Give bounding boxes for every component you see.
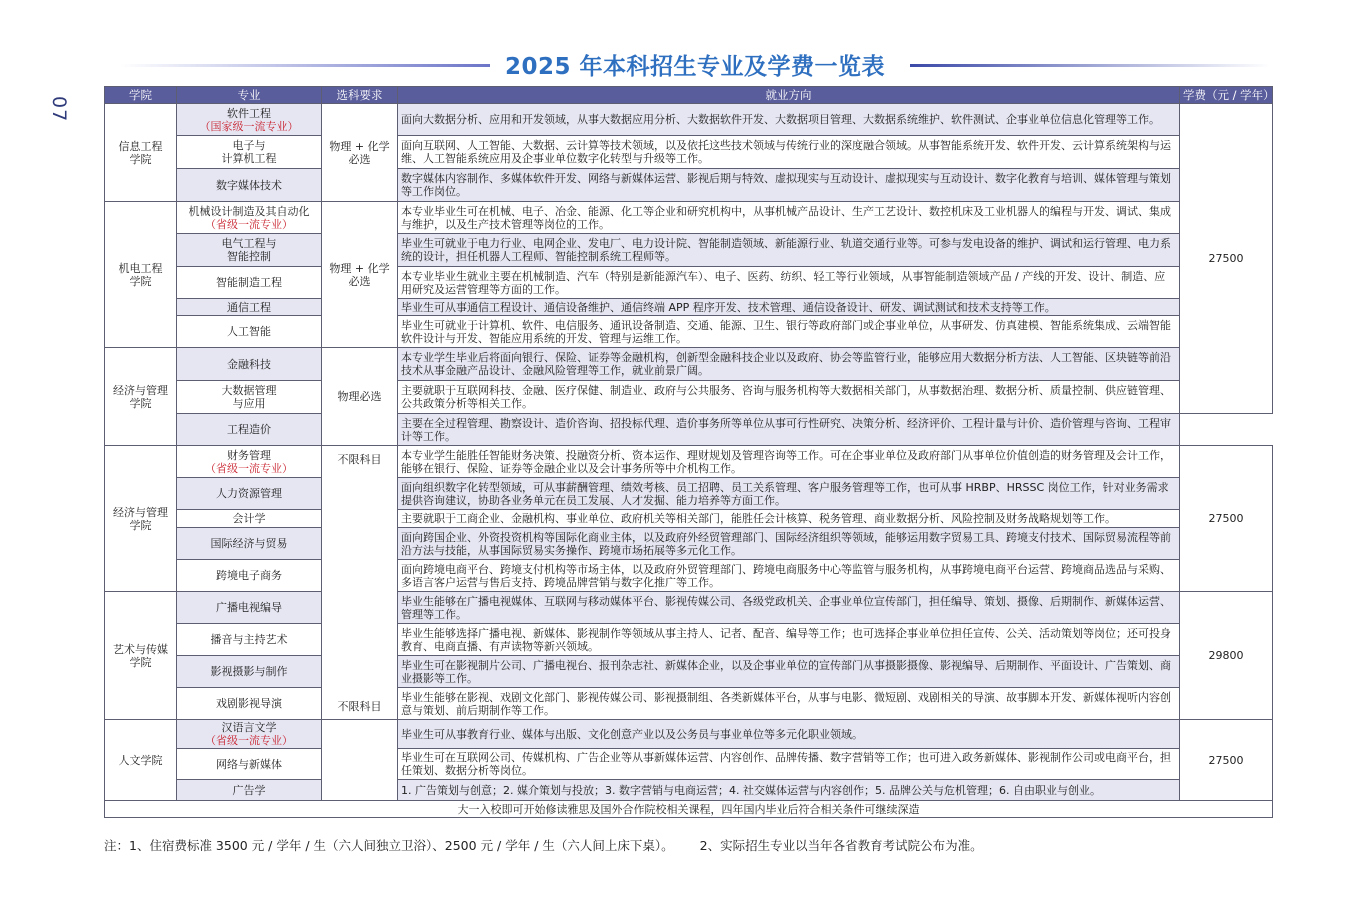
major-cell: 人力资源管理 bbox=[177, 478, 322, 510]
fee-cell: 27500 bbox=[1180, 104, 1273, 414]
major-cell: 广播电视编导 bbox=[177, 592, 322, 624]
employment-cell: 毕业生可从事教育行业、媒体与出版、文化创意产业以及公务员与事业单位等多元化职业领域。 bbox=[398, 720, 1180, 749]
major-cell: 会计学 bbox=[177, 510, 322, 528]
table-header-row bbox=[105, 87, 1273, 104]
major-cell: 大数据管理 与应用 bbox=[177, 381, 322, 414]
table-footer-row bbox=[105, 801, 1273, 818]
employment-cell: 数字媒体内容制作、多媒体软件开发、网络与新媒体运营、影视后期与特效、虚拟现实与互动设计、虚拟现实与互动设计、数字化教育与培训、媒体管理与策划等工作岗位。 bbox=[398, 169, 1180, 202]
table-row bbox=[105, 560, 1273, 592]
table-row bbox=[105, 381, 1273, 414]
major-cell: 电气工程与 智能控制 bbox=[177, 234, 322, 267]
college-cell: 经济与管理 学院 bbox=[105, 348, 177, 446]
table-row bbox=[105, 656, 1273, 688]
major-cell: 数字媒体技术 bbox=[177, 169, 322, 202]
table-row bbox=[105, 136, 1273, 169]
employment-cell: 本专业学生能胜任智能财务决策、投融资分析、资本运作、理财规划及管理咨询等工作。可在企事业单位及政府部门从事单位价值创造的财务管理及会计工作，能够在银行、保险、证券等金融企业以及会计事务所等中介机构工作。 bbox=[398, 446, 1180, 478]
fee-cell: 29800 bbox=[1180, 592, 1273, 720]
employment-cell: 面向大数据分析、应用和开发领域，从事大数据应用分析、大数据软件开发、大数据项目管理、大数据系统维护、软件测试、企事业单位信息化管理等工作。 bbox=[398, 104, 1180, 136]
footer-cell: 大一入校即可开始修读雅思及国外合作院校相关课程，四年国内毕业后符合相关条件可继续深造 bbox=[105, 801, 1273, 818]
tuition-table bbox=[104, 86, 1273, 818]
college-cell: 艺术与传媒 学院 bbox=[105, 592, 177, 720]
employment-cell: 毕业生可就业于计算机、软件、电信服务、通讯设备制造、交通、能源、卫生、银行等政府部门或企事业单位，从事研发、仿真建模、智能系统集成、云端智能软件设计与开发、智能应用系统的开发、管理与运维工作。 bbox=[398, 316, 1180, 348]
table-row bbox=[105, 267, 1273, 299]
table-row bbox=[105, 688, 1273, 720]
college-cell: 信息工程 学院 bbox=[105, 104, 177, 202]
major-cell: 财务管理 （省级一流专业） bbox=[177, 446, 322, 478]
page-number: 07 bbox=[48, 96, 70, 123]
major-cell: 影视摄影与制作 bbox=[177, 656, 322, 688]
major-cell: 智能制造工程 bbox=[177, 267, 322, 299]
table-row bbox=[105, 510, 1273, 528]
employment-cell: 毕业生可在影视制片公司、广播电视台、报刊杂志社、新媒体企业，以及企事业单位的宣传部门从事摄影摄像、影视编导、后期制作、平面设计、广告策划、商业摄影等工作。 bbox=[398, 656, 1180, 688]
table-row bbox=[105, 592, 1273, 624]
header-requirement: 选科要求 bbox=[322, 87, 398, 104]
major-cell: 广告学 bbox=[177, 780, 322, 801]
note-1: 注：1、住宿费标准 3500 元 / 学年 / 生（六人间独立卫浴）、2500 元 / 学年 / 生（六人间上床下桌）。 bbox=[104, 838, 674, 853]
employment-cell: 本专业毕业生可在机械、电子、冶金、能源、化工等企业和研究机构中，从事机械产品设计、生产工艺设计、数控机床及工业机器人的编程与开发、调试、集成与维护，以及生产技术管理等岗位的工作。 bbox=[398, 202, 1180, 234]
table-row bbox=[105, 749, 1273, 780]
table-row bbox=[105, 414, 1273, 446]
employment-cell: 毕业生可就业于电力行业、电网企业、发电厂、电力设计院、智能制造领域、新能源行业、轨道交通行业等。可参与发电设备的维护、调试和运行管理、电力系统的设计，担任机器人工程师、智能控制系统工程师等。 bbox=[398, 234, 1180, 267]
major-cell: 机械设计制造及其自动化 （省级一流专业） bbox=[177, 202, 322, 234]
table-row bbox=[105, 446, 1273, 478]
employment-cell: 主要就职于互联网科技、金融、医疗保健、制造业、政府与公共服务、咨询与服务机构等大数据相关部门，从事数据治理、数据分析、质量控制、供应链管理、公共政策分析等相关工作。 bbox=[398, 381, 1180, 414]
table-row bbox=[105, 780, 1273, 801]
employment-cell: 本专业学生毕业后将面向银行、保险、证券等金融机构，创新型金融科技企业以及政府、协会等监管行业，能够应用大数据分析方法、人工智能、区块链等前沿技术从事金融产品设计、金融风险管理等工作，就业前景广阔。 bbox=[398, 348, 1180, 381]
major-cell: 金融科技 bbox=[177, 348, 322, 381]
employment-cell: 主要在全过程管理、勘察设计、造价咨询、招投标代理、造价事务所等单位从事可行性研究、决策分析、经济评价、工程计量与计价、造价管理与咨询、工程审计等工作。 bbox=[398, 414, 1180, 446]
header-fee: 学费（元 / 学年） bbox=[1180, 87, 1273, 104]
table-row bbox=[105, 202, 1273, 234]
major-cell: 工程造价 bbox=[177, 414, 322, 446]
college-cell: 人文学院 bbox=[105, 720, 177, 801]
title-bar bbox=[120, 48, 1270, 82]
major-cell: 人工智能 bbox=[177, 316, 322, 348]
employment-cell: 面向跨国企业、外资投资机构等国际化商业主体，以及政府外经贸管理部门、国际经济组织等领域，能够运用数字贸易工具、跨境支付技术、国际贸易流程等前沿方法与技能，从事国际贸易实务操作、跨境市场拓展等多元化工作。 bbox=[398, 528, 1180, 560]
employment-cell: 1. 广告策划与创意；2. 媒介策划与投放；3. 数字营销与电商运营；4. 社交媒体运营与内容创作；5. 品牌公关与危机管理；6. 自由职业与创业。 bbox=[398, 780, 1180, 801]
table-row bbox=[105, 720, 1273, 749]
fee-cell: 27500 bbox=[1180, 720, 1273, 801]
table-row bbox=[105, 624, 1273, 656]
college-cell: 机电工程 学院 bbox=[105, 202, 177, 348]
major-cell: 汉语言文学 （省级一流专业） bbox=[177, 720, 322, 749]
employment-cell: 面向组织数字化转型领域，可从事薪酬管理、绩效考核、员工招聘、员工关系管理、客户服务管理等工作，也可从事 HRBP、HRSSC 岗位工作，针对业务需求提供咨询建议，协助各业务单元在员工发展、人才发掘、能力培养等方面工作。 bbox=[398, 478, 1180, 510]
major-cell: 戏剧影视导演 bbox=[177, 688, 322, 720]
table-row bbox=[105, 104, 1273, 136]
table-row bbox=[105, 478, 1273, 510]
requirement-cell-empty bbox=[322, 720, 398, 801]
table-row bbox=[105, 316, 1273, 348]
header-employment: 就业方向 bbox=[398, 87, 1180, 104]
notes bbox=[104, 836, 1005, 854]
employment-cell: 毕业生能够选择广播电视、新媒体、影视制作等领域从事主持人、记者、配音、编导等工作；也可选择企事业单位担任宣传、公关、活动策划等岗位；还可投身教育、电商直播、有声读物等新兴领域。 bbox=[398, 624, 1180, 656]
major-cell: 跨境电子商务 bbox=[177, 560, 322, 592]
requirement-cell: 物理必选 bbox=[322, 348, 398, 446]
requirement-cell: 不限科目 不限科目 bbox=[322, 446, 398, 720]
employment-cell: 毕业生能够在广播电视媒体、互联网与移动媒体平台、影视传媒公司、各级党政机关、企事业单位宣传部门，担任编导、策划、摄像、后期制作、新媒体运营、管理等工作。 bbox=[398, 592, 1180, 624]
table-row bbox=[105, 234, 1273, 267]
major-cell: 网络与新媒体 bbox=[177, 749, 322, 780]
major-cell: 通信工程 bbox=[177, 299, 322, 316]
employment-cell: 毕业生可在互联网公司、传媒机构、广告企业等从事新媒体运营、内容创作、品牌传播、数字营销等工作；也可进入政务新媒体、影视制作公司或电商平台，担任策划、数据分析等岗位。 bbox=[398, 749, 1180, 780]
employment-cell: 毕业生能够在影视、戏剧文化部门、影视传媒公司、影视摄制组、各类新媒体平台，从事与电影、微短剧、戏剧相关的导演、故事脚本开发、新媒体视听内容创意与策划、前后期制作等工作。 bbox=[398, 688, 1180, 720]
requirement-cell: 物理 + 化学 必选 bbox=[322, 104, 398, 202]
employment-cell: 面向跨境电商平台、跨境支付机构等市场主体，以及政府外贸管理部门、跨境电商服务中心等监管与服务机构，从事跨境电商平台运营、跨境商品选品与采购、多语言客户运营与售后支持、跨境品牌营销与数字化推广等工作。 bbox=[398, 560, 1180, 592]
header-college: 学院 bbox=[105, 87, 177, 104]
header-major: 专业 bbox=[177, 87, 322, 104]
major-cell: 电子与 计算机工程 bbox=[177, 136, 322, 169]
employment-cell: 面向互联网、人工智能、大数据、云计算等技术领域，以及依托这些技术领域与传统行业的深度融合领域。从事智能系统开发、软件开发、云计算系统架构与运维、人工智能系统应用及企事业单位数字化转型与升级等工作。 bbox=[398, 136, 1180, 169]
page-title: 2025 年本科招生专业及学费一览表 bbox=[120, 48, 1270, 81]
note-2: 2、实际招生专业以当年各省教育考试院公布为准。 bbox=[699, 838, 983, 853]
fee-cell: 27500 bbox=[1180, 446, 1273, 592]
college-cell: 经济与管理 学院 bbox=[105, 446, 177, 592]
employment-cell: 主要就职于工商企业、金融机构、事业单位、政府机关等相关部门，能胜任会计核算、税务管理、商业数据分析、风险控制及财务战略规划等工作。 bbox=[398, 510, 1180, 528]
requirement-cell: 物理 + 化学 必选 bbox=[322, 202, 398, 348]
major-cell: 软件工程 （国家级一流专业） bbox=[177, 104, 322, 136]
table-row bbox=[105, 299, 1273, 316]
major-cell: 播音与主持艺术 bbox=[177, 624, 322, 656]
table-row bbox=[105, 348, 1273, 381]
table-row bbox=[105, 169, 1273, 202]
major-cell: 国际经济与贸易 bbox=[177, 528, 322, 560]
employment-cell: 毕业生可从事通信工程设计、通信设备维护、通信终端 APP 程序开发、技术管理、通信设备设计、研发、调试测试和技术支持等工作。 bbox=[398, 299, 1180, 316]
employment-cell: 本专业毕业生就业主要在机械制造、汽车（特别是新能源汽车）、电子、医药、纺织、轻工等行业领域，从事智能制造领域产品 / 产线的开发、设计、制造、应用研究及运营管理等方面的工作。 bbox=[398, 267, 1180, 299]
table-row bbox=[105, 528, 1273, 560]
